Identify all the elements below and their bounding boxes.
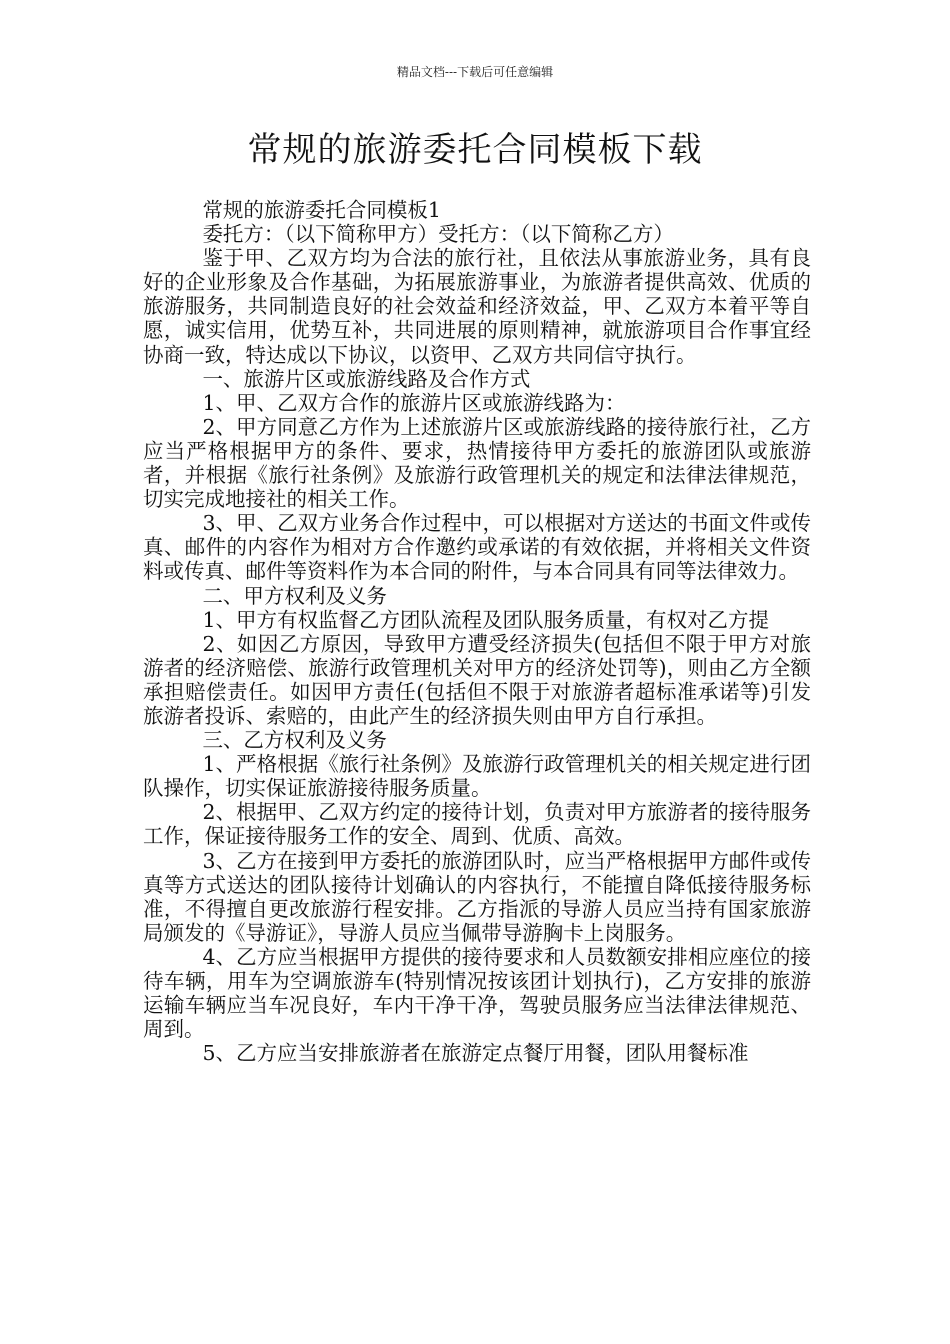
section-heading-3: 三、乙方权利及义务 [202, 728, 387, 753]
clause-1-1: 1、甲、乙双方合作的旅游片区或旅游线路为： [202, 390, 626, 415]
clause-3-2: 2、根据甲、乙双方约定的接待计划，负责对甲方旅游者的接待服务工作，保证接待服务工作的安全、周到、优质、高效。 [143, 800, 811, 849]
section-heading-1: 一、旅游片区或旅游线路及合作方式 [202, 366, 531, 391]
paragraph-preamble: 鉴于甲、乙双方均为合法的旅行社，且依法从事旅游业务，具有良好的企业形象及合作基础，为拓展旅游事业，为旅游者提供高效、优质的旅游服务，共同制造良好的社会效益和经济效益，甲、乙双方本着平等自愿，诚实信用，优势互补，共同进展的原则精神，就旅游项目合作事宜经协商一致，特达成以下协议，以资甲、乙双方共同信守执行。 [143, 246, 811, 367]
clause-2-1: 1、甲方有权监督乙方团队流程及团队服务质量，有权对乙方提 [202, 607, 769, 632]
clause-3-5: 5、乙方应当安排旅游者在旅游定点餐厅用餐，团队用餐标准 [202, 1041, 749, 1066]
paragraph-template-heading: 常规的旅游委托合同模板1 [202, 198, 441, 222]
paragraph-parties: 委托方：（以下简称甲方）受托方：（以下简称乙方） [202, 222, 674, 247]
clause-2-2: 2、如因乙方原因，导致甲方遭受经济损失(包括但不限于甲方对旅游者的经济赔偿、旅游行政管理机关对甲方的经济处罚等)，则由乙方全额承担赔偿责任。如因甲方责任(包括但不限于对旅游者超标准承诺等)引发旅游者投诉、索赔的，由此产生的经济损失则由甲方自行承担。 [143, 631, 811, 728]
clause-3-4: 4、乙方应当根据甲方提供的接待要求和人员数额安排相应座位的接待车辆，用车为空调旅游车(特别情况按该团计划执行)，乙方安排的旅游运输车辆应当车况良好，车内干净干净，驾驶员服务应当法律法律规范、周到。 [143, 944, 811, 1042]
section-heading-2: 二、甲方权利及义务 [202, 583, 387, 608]
clause-3-3: 3、乙方在接到甲方委托的旅游团队时，应当严格根据甲方邮件或传真等方式送达的团队接待计划确认的内容执行，不能擅自降低接待服务标准，不得擅自更改旅游行程安排。乙方指派的导游人员应当持有国家旅游局颁发的《导游证》，导游人员应当佩带导游胸卡上岗服务。 [143, 848, 811, 945]
header-note: 精品文档---下载后可任意编辑 [396, 65, 554, 79]
document-title: 常规的旅游委托合同模板下载 [247, 130, 703, 170]
document-body [143, 198, 811, 1065]
clause-3-1: 1、严格根据《旅行社条例》及旅游行政管理机关的相关规定进行团队操作，切实保证旅游接待服务质量。 [143, 752, 811, 801]
clause-1-2: 2、甲方同意乙方作为上述旅游片区或旅游线路的接待旅行社，乙方应当严格根据甲方的条件、要求，热情接待甲方委托的旅游团队或旅游者，并根据《旅行社条例》及旅游行政管理机关的规定和法律法律规范，切实完成地接社的相关工作。 [143, 414, 811, 512]
clause-1-3: 3、甲、乙双方业务合作过程中，可以根据对方送达的书面文件或传真、邮件的内容作为相对方合作邀约或承诺的有效依据，并将相关文件资料或传真、邮件等资料作为本合同的附件，与本合同具有同等法律效力。 [143, 511, 811, 584]
